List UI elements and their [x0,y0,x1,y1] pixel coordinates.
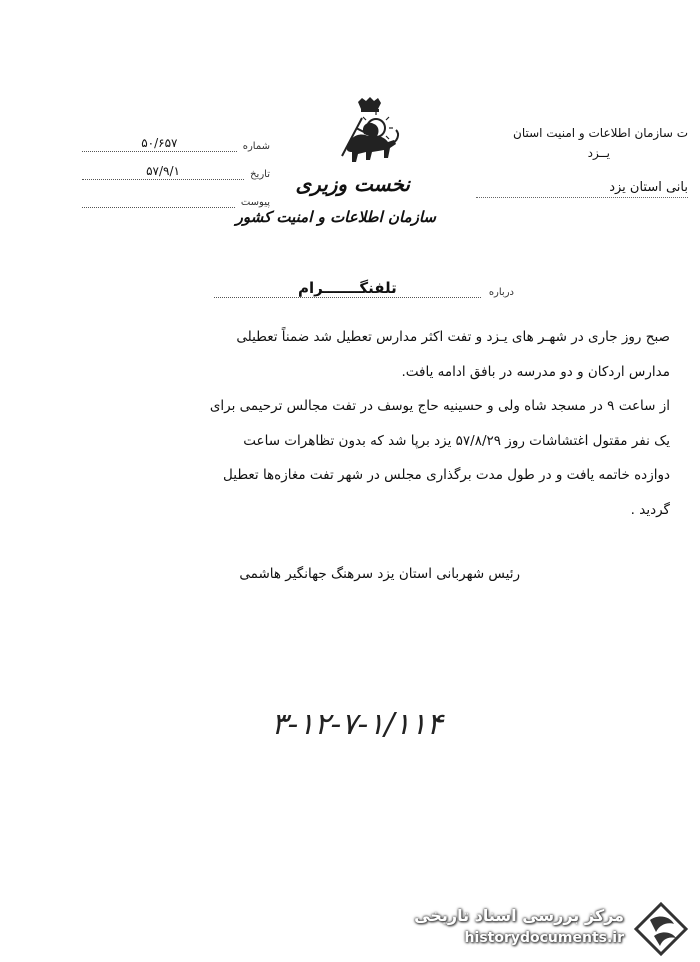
watermark [414,900,696,958]
letter-body [118,320,670,527]
subject-row [214,280,514,298]
sender-department: بانی استان یزد [476,180,688,198]
date-row [82,162,270,180]
date-value: ۵۷/۹/۱ [82,164,244,180]
attachment-row [82,190,270,208]
number-label: شماره [242,141,270,152]
body-line: صبح روز جاری در شهـر های یـزد و تفت اکثر مدارس تعطیل شد ضمناً تعطیلی [236,329,670,345]
ministry-title: نخست وزیری [295,172,410,196]
body-line: دوازده خاتمه یافت و در طول مدت برگذاری مجلس در شهر تفت مغازه‌ها تعطیل [223,467,670,483]
lion-and-sun-emblem-icon [328,96,406,176]
body-line: گردید . [630,501,670,518]
handwritten-reference-text: ۳-۱۲-۷-۱/۱۱۴ [271,707,443,742]
body-line: از ساعت ۹ در مسجد شاه ولی و حسینیه حاج یوسف در تفت مجالس ترحیمی برای [209,398,670,414]
signature-line: رئیس شهربانی استان یزد سرهنگ جهانگیر هاشمی [239,566,520,582]
sender-organization: ت سازمان اطلاعات و امنیت استان [513,126,688,140]
sender-city: یــزد [587,146,610,160]
archive-logo-icon [632,900,690,958]
subject-value: تلفنگـــــــرام [214,279,481,298]
date-label: تاریخ [250,169,270,180]
number-row [82,134,270,152]
number-value: ۵۰/۶۵۷ [82,136,237,152]
attachment-value [82,206,235,208]
body-line: مدارس اردکان و دو مدرسه در بافق ادامه یافت. [401,363,670,380]
handwritten-reference [262,696,452,746]
body-line: یک نفر مقتول اغتشاشات روز ۵۷/۸/۲۹ یزد برپا شد که بدون تظاهرات ساعت [243,432,670,449]
watermark-url: historydocuments.ir [464,930,624,946]
subject-label: درباره [488,287,514,298]
attachment-label: پیوست [240,197,270,208]
watermark-title: مرکز بررسی اسناد تاریخی [414,906,624,925]
organization-title: سازمان اطلاعات و امنیت کشور [235,208,436,226]
